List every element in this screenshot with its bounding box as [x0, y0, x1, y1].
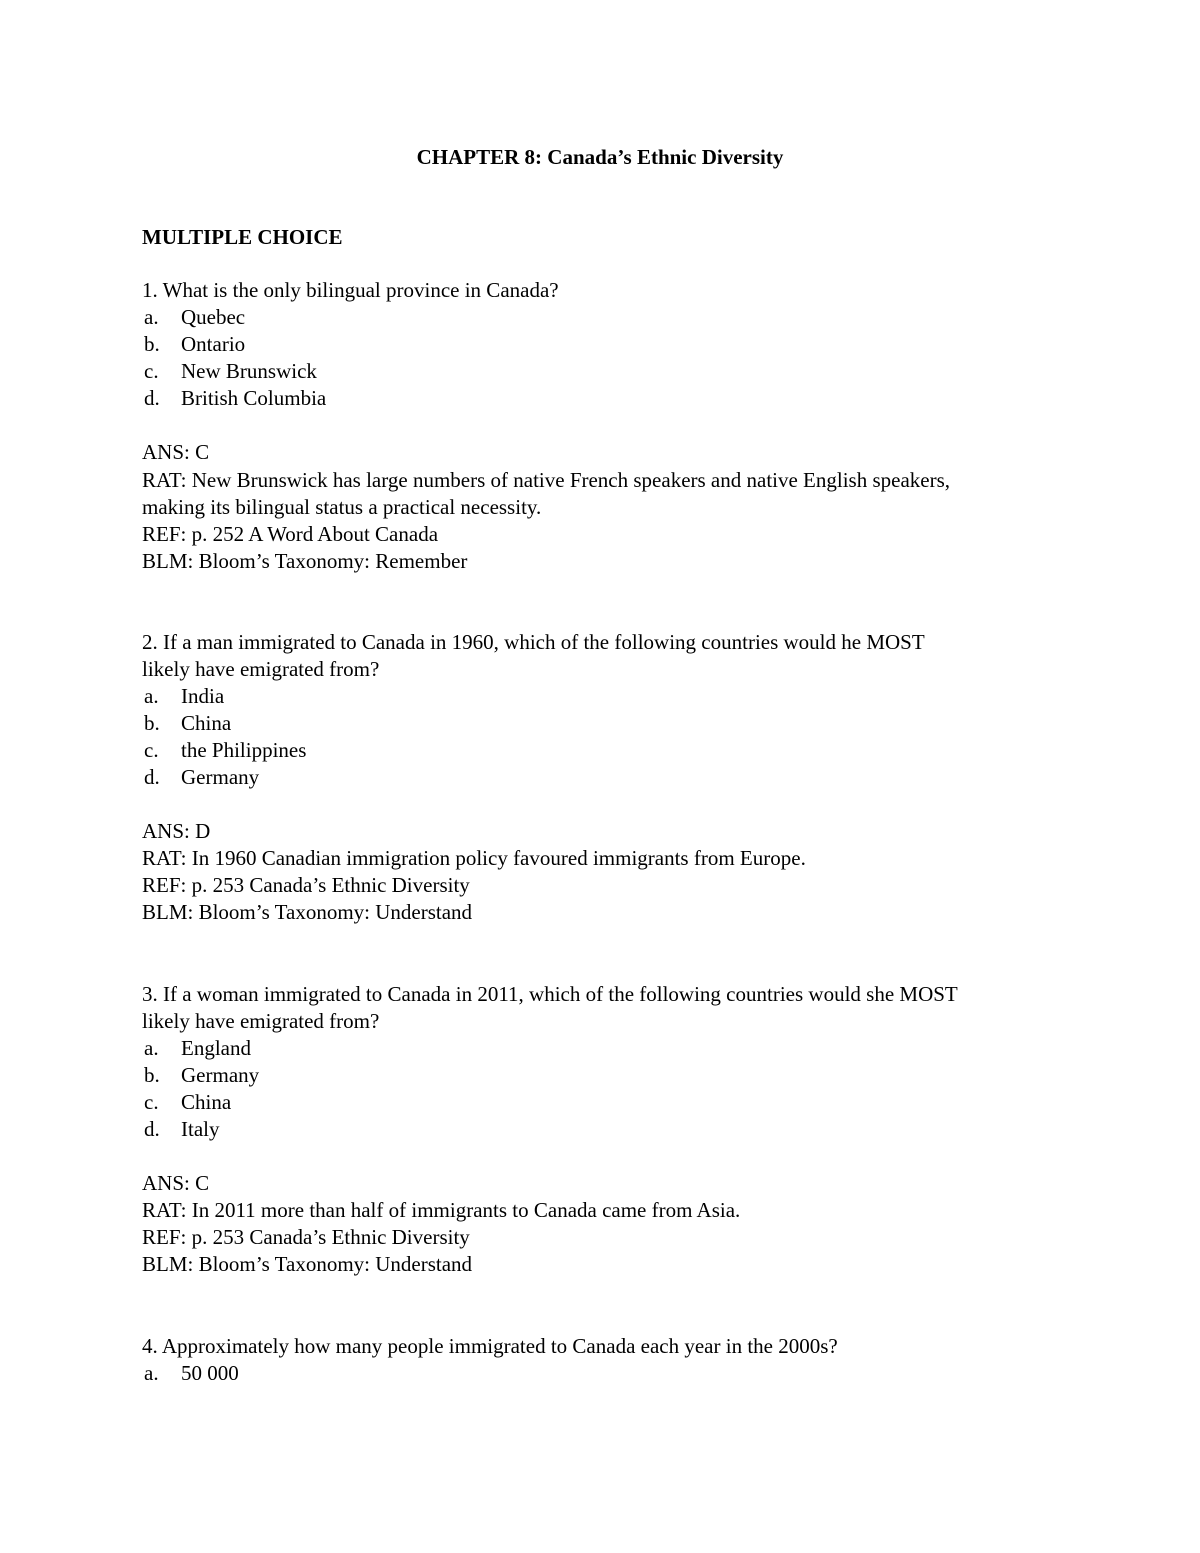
question-3-option-a [144, 1035, 251, 1062]
question-2-rationale: RAT: In 1960 Canadian immigration policy favoured immigrants from Europe. [142, 846, 806, 870]
question-2-stem-line-2: likely have emigrated from? [142, 657, 380, 681]
option-text: Ontario [181, 332, 246, 356]
option-letter: b. [144, 1063, 160, 1087]
question-2-option-d [144, 764, 259, 791]
question-1-answer: ANS: C [142, 440, 210, 464]
option-letter: a. [144, 1036, 159, 1060]
question-1-option-d [144, 385, 326, 412]
option-letter: d. [144, 386, 160, 410]
question-1-rationale-line-2: making its bilingual status a practical necessity. [142, 495, 542, 519]
question-2-answer: ANS: D [142, 819, 211, 843]
question-2-option-a [144, 683, 224, 710]
option-text: Germany [181, 1063, 260, 1087]
question-4-stem: 4. Approximately how many people immigrated to Canada each year in the 2000s? [142, 1334, 838, 1358]
question-3-stem-line-1: 3. If a woman immigrated to Canada in 2011, which of the following countries would she MOST [142, 982, 958, 1006]
option-text: British Columbia [181, 386, 327, 410]
option-letter: c. [144, 1090, 159, 1114]
option-text: Italy [181, 1117, 220, 1141]
question-3-blooms: BLM: Bloom’s Taxonomy: Understand [142, 1252, 473, 1276]
chapter-title: CHAPTER 8: Canada’s Ethnic Diversity [416, 145, 784, 169]
option-letter: c. [144, 738, 159, 762]
question-2-stem-line-1: 2. If a man immigrated to Canada in 1960, which of the following countries would he MOST [142, 630, 925, 654]
question-3-reference: REF: p. 253 Canada’s Ethnic Diversity [142, 1225, 470, 1249]
question-3-option-c [144, 1089, 231, 1116]
option-text: China [181, 1090, 232, 1114]
option-text: the Philippines [181, 738, 307, 762]
option-letter: d. [144, 1117, 160, 1141]
question-1-rationale-line-1: RAT: New Brunswick has large numbers of native French speakers and native English speakers, [142, 468, 951, 492]
question-1-blooms: BLM: Bloom’s Taxonomy: Remember [142, 549, 468, 573]
option-letter: b. [144, 711, 160, 735]
question-2-option-c [144, 737, 306, 764]
option-letter: a. [144, 684, 159, 708]
option-letter: a. [144, 1361, 159, 1385]
option-text: New Brunswick [181, 359, 317, 383]
question-2-option-b [144, 710, 231, 737]
question-3-option-d [144, 1116, 219, 1143]
question-2-blooms: BLM: Bloom’s Taxonomy: Understand [142, 900, 473, 924]
question-4-option-a [144, 1360, 239, 1387]
question-3-stem-line-2: likely have emigrated from? [142, 1009, 380, 1033]
question-1-option-a [144, 304, 245, 331]
option-text: Quebec [181, 305, 246, 329]
option-text: England [181, 1036, 251, 1060]
question-1-option-c [144, 358, 317, 385]
option-text: Germany [181, 765, 260, 789]
question-3-answer: ANS: C [142, 1171, 210, 1195]
option-letter: b. [144, 332, 160, 356]
option-letter: a. [144, 305, 159, 329]
option-text: China [181, 711, 232, 735]
question-2-reference: REF: p. 253 Canada’s Ethnic Diversity [142, 873, 470, 897]
question-3-rationale: RAT: In 2011 more than half of immigrants to Canada came from Asia. [142, 1198, 741, 1222]
option-text: 50 000 [181, 1361, 239, 1385]
question-1-stem: 1. What is the only bilingual province in Canada? [142, 278, 559, 302]
question-1-option-b [144, 331, 245, 358]
option-letter: c. [144, 359, 159, 383]
question-1-reference: REF: p. 252 A Word About Canada [142, 522, 439, 546]
section-heading: MULTIPLE CHOICE [142, 225, 343, 249]
option-text: India [181, 684, 225, 708]
option-letter: d. [144, 765, 160, 789]
question-3-option-b [144, 1062, 259, 1089]
